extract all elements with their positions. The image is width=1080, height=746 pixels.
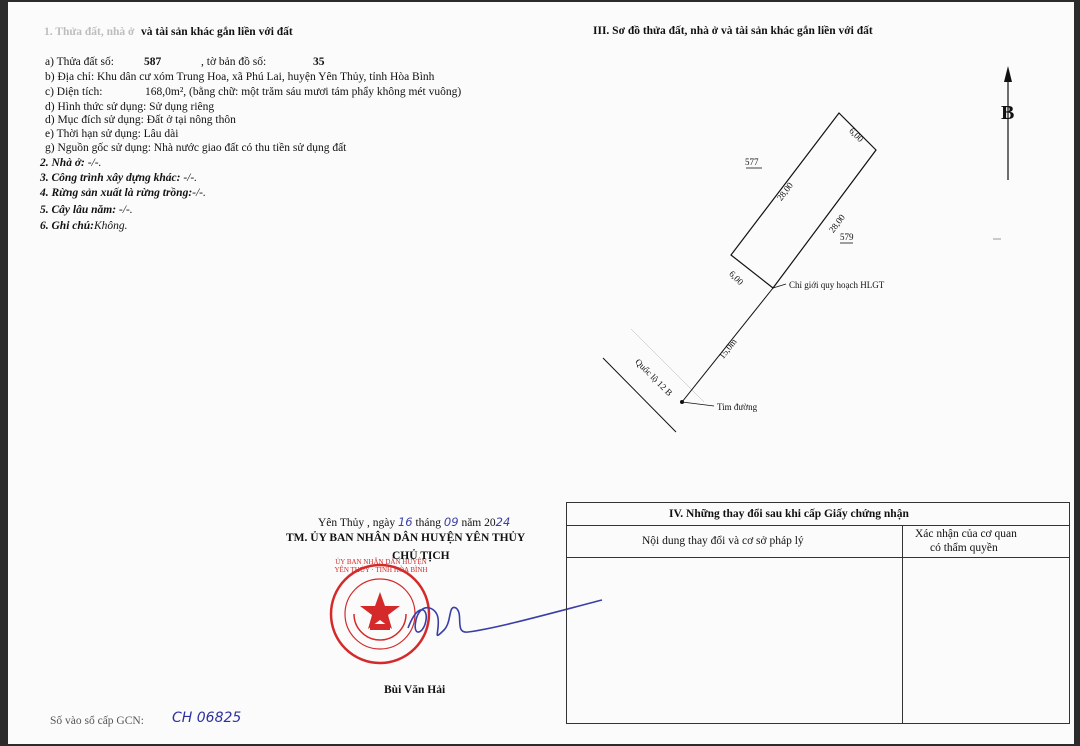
left-header: và tài sản khác gắn liền với đất bbox=[141, 26, 293, 38]
changes-col2-header-line1: Xác nhận của cơ quan bbox=[915, 528, 1017, 540]
house-label: 2. Nhà ở: bbox=[40, 157, 85, 169]
road-name-label: Quốc lộ 12 B bbox=[633, 356, 675, 398]
certificate-page bbox=[8, 2, 1074, 744]
neighbor-left-label: 577 bbox=[745, 157, 759, 167]
changes-col2-header-line2: có thẩm quyền bbox=[930, 542, 998, 554]
header-faded: 1. Thửa đất, nhà ở bbox=[44, 26, 135, 38]
planning-line-label: Chỉ giới quy hoạch HLGT bbox=[789, 280, 885, 290]
changes-table-title: IV. Những thay đổi sau khi cấp Giấy chứng nhận bbox=[669, 508, 909, 520]
road-center-label: Tim đường bbox=[717, 402, 758, 412]
map-label: , tờ bản đồ số: bbox=[201, 56, 267, 68]
map-number: 35 bbox=[313, 56, 325, 68]
changes-table-divider bbox=[902, 525, 903, 724]
note-label: 6. Ghi chú: bbox=[40, 220, 94, 232]
area-value: 168,0m², (bằng chữ: một trăm sáu mươi tám phẩy không mét vuông) bbox=[145, 86, 462, 98]
area-label: c) Diện tích: bbox=[45, 86, 103, 98]
house-value: -/-. bbox=[84, 157, 102, 169]
date-line bbox=[318, 516, 510, 530]
place: Yên Thủy bbox=[318, 517, 365, 529]
usage-purpose: d) Mục đích sử dụng: Đất ở tại nông thôn bbox=[45, 114, 236, 126]
month-value: 09 bbox=[443, 515, 459, 529]
dim-bottom-label: 6,00 bbox=[727, 268, 746, 287]
north-arrow-icon bbox=[1004, 66, 1012, 82]
changes-table-title-row bbox=[567, 503, 1069, 526]
neighbor-right-label: 579 bbox=[840, 232, 854, 242]
issuing-org: TM. ỦY BAN NHÂN DÂN HUYỆN YÊN THỦY bbox=[286, 532, 526, 544]
seal-text: ỦY BAN NHÂN DÂN HUYỆN YÊN THỦY · TỈNH HÒA BÌNH bbox=[334, 558, 428, 574]
day-label: , ngày bbox=[366, 517, 396, 529]
dim-left-label: 28,00 bbox=[774, 180, 795, 203]
forest-label: 4. Rừng sản xuất là rừng trồng: bbox=[40, 187, 193, 199]
year-value: 24 bbox=[495, 515, 511, 529]
book-number: CH 06825 bbox=[172, 710, 242, 726]
day-value: 16 bbox=[397, 515, 413, 529]
trees-label: 5. Cây lâu năm: bbox=[40, 204, 117, 216]
north-label: B bbox=[1001, 102, 1015, 124]
dim-top-label: 6,00 bbox=[847, 125, 866, 144]
usage-form: d) Hình thức sử dụng: Sử dụng riêng bbox=[45, 101, 215, 113]
road-distance-label: 15,0m bbox=[716, 336, 739, 361]
parcel-label: a) Thửa đất số: bbox=[45, 56, 114, 68]
usage-origin: g) Nguồn gốc sử dụng: Nhà nước giao đất có thu tiền sử dụng đất bbox=[45, 142, 347, 154]
trees-value: -/-. bbox=[116, 204, 133, 216]
road-center-pointer bbox=[682, 402, 714, 406]
signer-name: Bùi Văn Hải bbox=[384, 684, 446, 696]
dim-right-label: 28,00 bbox=[826, 212, 847, 235]
signer-title: CHỦ TỊCH bbox=[392, 550, 450, 562]
year-label: năm 20 bbox=[461, 517, 496, 529]
parcel-number: 587 bbox=[144, 56, 162, 68]
usage-term: e) Thời hạn sử dụng: Lâu dài bbox=[45, 128, 179, 140]
construction-label: 3. Công trình xây dựng khác: bbox=[40, 172, 181, 184]
construction-value: -/-. bbox=[180, 172, 198, 184]
address: b) Địa chỉ: Khu dân cư xóm Trung Hoa, xã Phú Lai, huyện Yên Thủy, tỉnh Hòa Bình bbox=[45, 71, 435, 83]
changes-table-header-row bbox=[567, 525, 1069, 558]
changes-col1-header: Nội dung thay đổi và cơ sở pháp lý bbox=[642, 535, 804, 547]
note-value: Không. bbox=[94, 220, 128, 232]
diagram-title: III. Sơ đồ thửa đất, nhà ở và tài sản khác gắn liền với đất bbox=[593, 25, 873, 37]
book-label: Số vào sổ cấp GCN: bbox=[50, 715, 144, 727]
month-label: tháng bbox=[415, 517, 442, 529]
changes-table bbox=[566, 502, 1070, 724]
forest-value: -/-. bbox=[192, 187, 206, 199]
